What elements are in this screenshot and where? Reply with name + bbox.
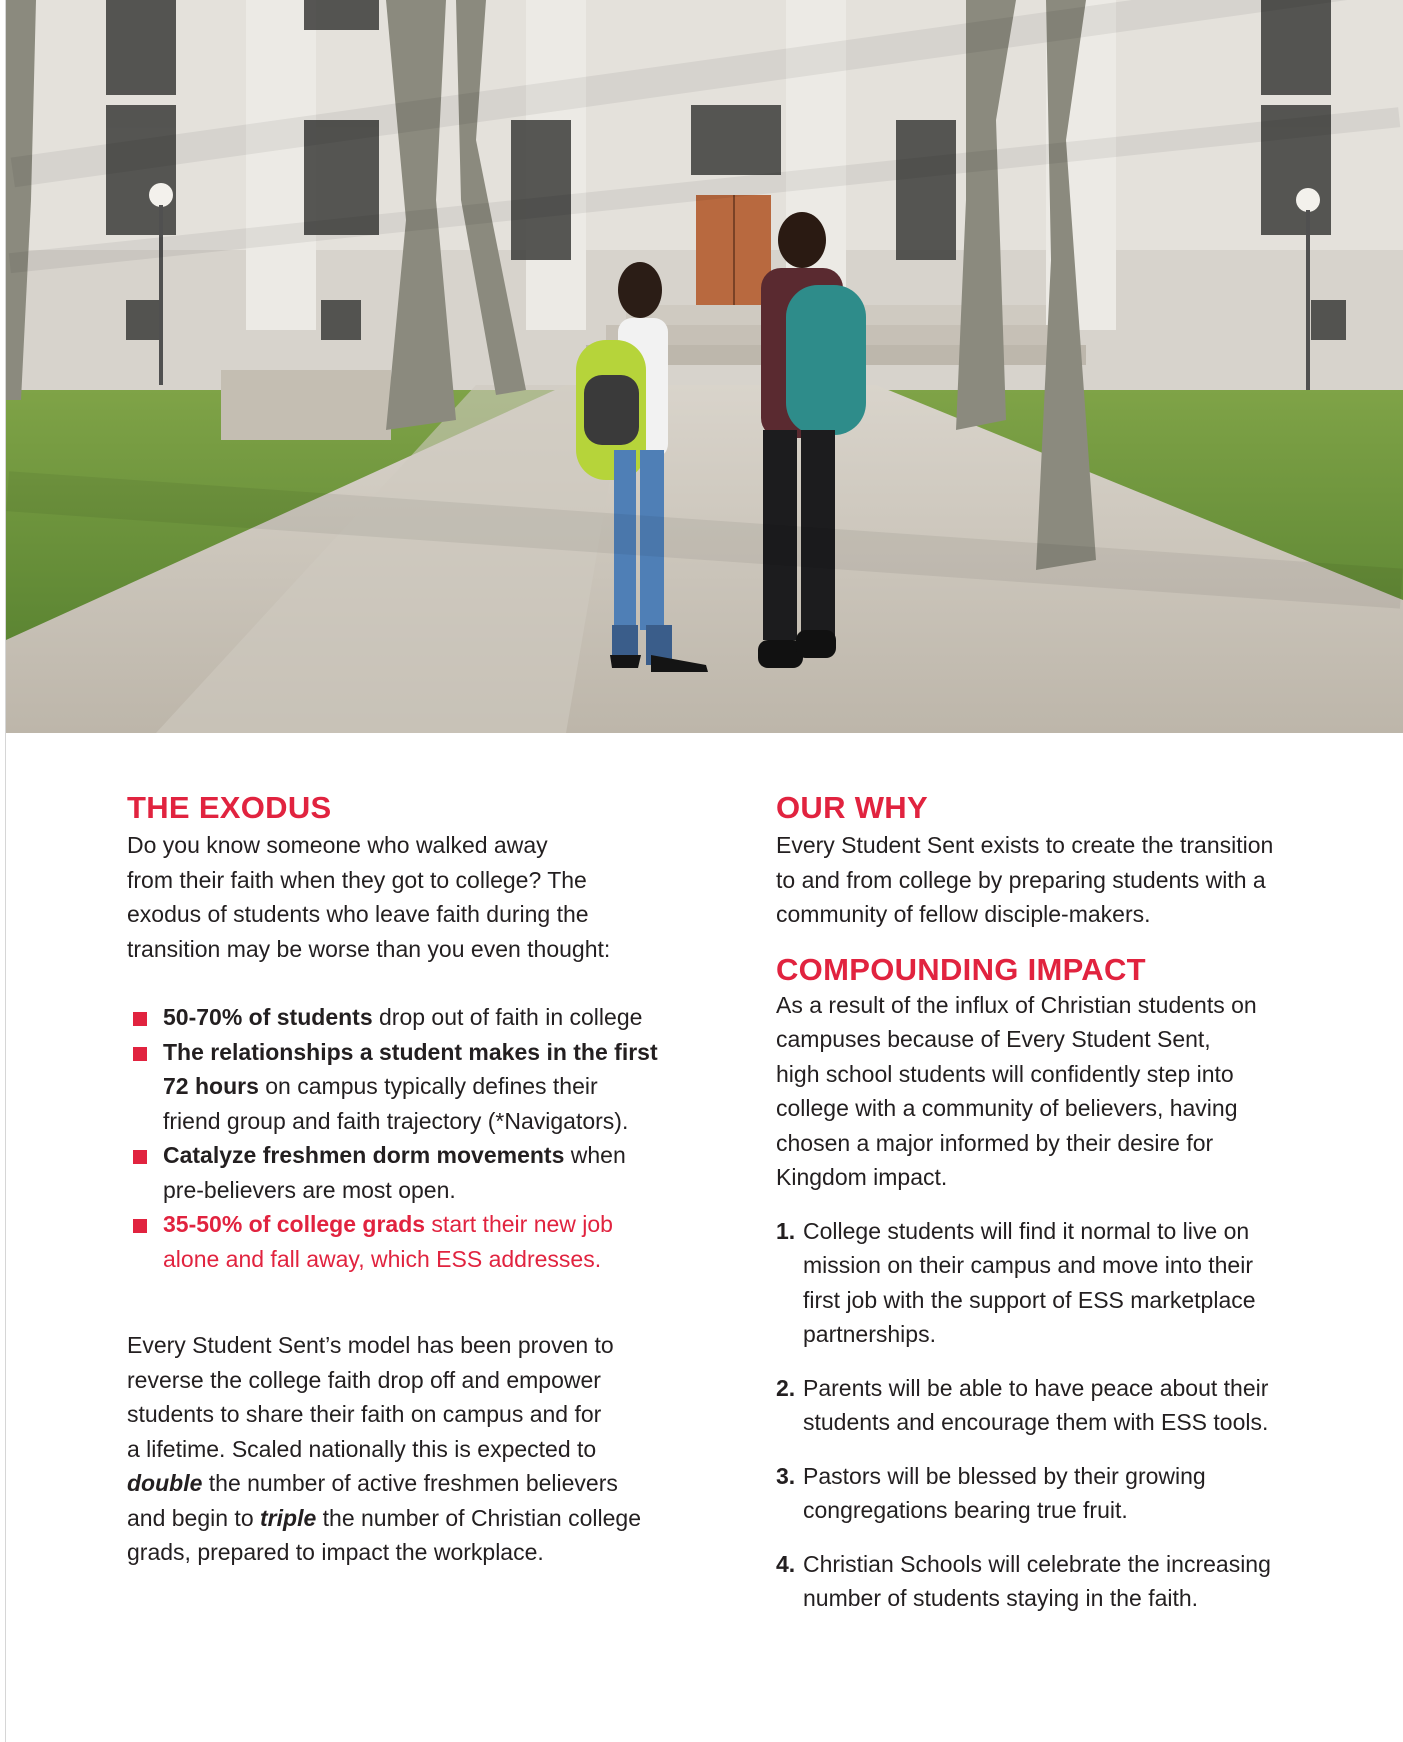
list-item: The relationships a student makes in the first 72 hours on campus typically defines their friend group and faith trajectory (*Navigators).: [127, 1035, 687, 1139]
exodus-intro-line: exodus of students who leave faith during the: [127, 901, 589, 927]
exodus-intro-line: Do you know someone who walked away: [127, 832, 548, 858]
impact-text: [776, 988, 1336, 1195]
impact-line: high school students will confidently step into: [776, 1060, 1234, 1087]
exodus-intro-line: from their faith when they got to college? The: [127, 866, 587, 893]
model-line: double the number of active freshmen believers: [127, 1470, 618, 1496]
impact-line: chosen a major informed by their desire for: [776, 1129, 1214, 1156]
exodus-stats-list: [127, 1000, 687, 1276]
our-why-heading: OUR WHY: [776, 790, 928, 825]
bullet-square-icon: [133, 1150, 147, 1164]
model-line: reverse the college faith drop off and empower: [127, 1366, 601, 1393]
list-item: 35-50% of college grads start their new job alone and fall away, which ESS addresses.: [127, 1207, 687, 1276]
why-line: Every Student Sent exists to create the transition: [776, 832, 1274, 858]
our-why-text: [776, 828, 1336, 932]
impact-line: college with a community of believers, having: [776, 1095, 1238, 1121]
model-line: Every Student Sent’s model has been proven to: [127, 1332, 614, 1358]
list-item: Catalyze freshmen dorm movements when pre-believers are most open.: [127, 1138, 687, 1207]
model-line: grads, prepared to impact the workplace.: [127, 1539, 544, 1565]
impact-line: Kingdom impact.: [776, 1164, 948, 1190]
model-line: students to share their faith on campus and for: [127, 1401, 602, 1427]
impact-line: As a result of the influx of Christian students on: [776, 991, 1257, 1018]
list-item: 1. College students will find it normal to live on mission on their campus and move into their first job with the support of ESS marketplace partnerships.: [776, 1217, 1256, 1347]
list-item: 50-70% of students drop out of faith in college: [127, 1000, 687, 1035]
left-column: [127, 790, 687, 1570]
why-line: community of fellow disciple-makers.: [776, 901, 1151, 927]
list-item: 2. Parents will be able to have peace about their students and encourage them with ESS tools.: [776, 1374, 1269, 1435]
model-paragraph: [127, 1328, 687, 1570]
campus-photo-illustration: [6, 0, 1403, 733]
list-item: 3. Pastors will be blessed by their growing congregations bearing true fruit.: [776, 1462, 1206, 1523]
exodus-intro: [127, 828, 687, 966]
list-item: 4. Christian Schools will celebrate the increasing number of students staying in the faith.: [776, 1550, 1271, 1611]
exodus-heading: THE EXODUS: [127, 790, 332, 825]
impact-line: campuses because of Every Student Sent,: [776, 1026, 1211, 1052]
bullet-square-icon: [133, 1219, 147, 1233]
why-line: to and from college by preparing students with a: [776, 866, 1266, 893]
bullet-square-icon: [133, 1047, 147, 1061]
compounding-impact-heading: COMPOUNDING IMPACT: [776, 951, 1146, 987]
model-line: and begin to triple the number of Christian college: [127, 1504, 641, 1531]
bullet-square-icon: [133, 1012, 147, 1026]
outcomes-list: [776, 1214, 1336, 1616]
model-line: a lifetime. Scaled nationally this is expected to: [127, 1435, 597, 1462]
hero-photo: [6, 0, 1403, 733]
right-column: [776, 790, 1336, 1635]
exodus-intro-line: transition may be worse than you even thought:: [127, 935, 611, 962]
